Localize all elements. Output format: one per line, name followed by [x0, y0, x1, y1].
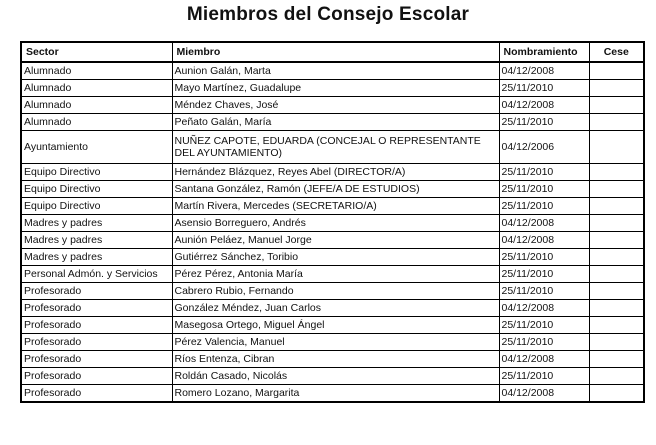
cell-miembro: Mayo Martínez, Guadalupe: [172, 80, 499, 97]
table-header-row: [21, 42, 644, 62]
table-row: [21, 131, 644, 164]
cell-miembro: Asensio Borreguero, Andrés: [172, 215, 499, 232]
column-header-cese: Cese: [589, 42, 644, 62]
cell-sector: Ayuntamiento: [21, 131, 172, 164]
cell-nombramiento: 25/11/2010: [499, 368, 589, 385]
cell-miembro: González Méndez, Juan Carlos: [172, 300, 499, 317]
cell-cese: [589, 97, 644, 114]
cell-nombramiento: 25/11/2010: [499, 164, 589, 181]
cell-cese: [589, 198, 644, 215]
cell-nombramiento: 25/11/2010: [499, 317, 589, 334]
table-row: [21, 334, 644, 351]
cell-miembro: Peñato Galán, María: [172, 114, 499, 131]
cell-sector: Alumnado: [21, 97, 172, 114]
cell-nombramiento: 04/12/2008: [499, 215, 589, 232]
cell-cese: [589, 62, 644, 80]
table-row: [21, 198, 644, 215]
table-row: [21, 249, 644, 266]
cell-cese: [589, 368, 644, 385]
cell-nombramiento: 25/11/2010: [499, 80, 589, 97]
cell-sector: Alumnado: [21, 114, 172, 131]
cell-cese: [589, 80, 644, 97]
cell-nombramiento: 25/11/2010: [499, 334, 589, 351]
table-row: [21, 317, 644, 334]
cell-miembro: Aunión Peláez, Manuel Jorge: [172, 232, 499, 249]
cell-miembro: Pérez Pérez, Antonia María: [172, 266, 499, 283]
cell-nombramiento: 04/12/2008: [499, 62, 589, 80]
cell-cese: [589, 114, 644, 131]
cell-sector: Profesorado: [21, 334, 172, 351]
cell-sector: Profesorado: [21, 368, 172, 385]
cell-sector: Profesorado: [21, 283, 172, 300]
cell-nombramiento: 04/12/2006: [499, 131, 589, 164]
cell-miembro: Aunion Galán, Marta: [172, 62, 499, 80]
cell-cese: [589, 300, 644, 317]
table-row: [21, 368, 644, 385]
table-body: [21, 62, 644, 402]
cell-miembro: Ríos Entenza, Cibran: [172, 351, 499, 368]
cell-nombramiento: 25/11/2010: [499, 181, 589, 198]
cell-cese: [589, 317, 644, 334]
table-row: [21, 62, 644, 80]
members-table: [20, 41, 645, 403]
cell-sector: Equipo Directivo: [21, 181, 172, 198]
cell-sector: Profesorado: [21, 385, 172, 403]
cell-sector: Equipo Directivo: [21, 164, 172, 181]
cell-cese: [589, 215, 644, 232]
table-row: [21, 300, 644, 317]
cell-sector: Alumnado: [21, 80, 172, 97]
table-row: [21, 114, 644, 131]
cell-nombramiento: 25/11/2010: [499, 114, 589, 131]
cell-cese: [589, 164, 644, 181]
table-row: [21, 215, 644, 232]
cell-sector: Personal Admón. y Servicios: [21, 266, 172, 283]
cell-cese: [589, 283, 644, 300]
column-header-sector: Sector: [21, 42, 172, 62]
cell-cese: [589, 232, 644, 249]
cell-miembro: Gutiérrez Sánchez, Toribio: [172, 249, 499, 266]
column-header-miembro: Miembro: [172, 42, 499, 62]
cell-miembro: Romero Lozano, Margarita: [172, 385, 499, 403]
cell-cese: [589, 351, 644, 368]
cell-nombramiento: 04/12/2008: [499, 351, 589, 368]
cell-miembro: Méndez Chaves, José: [172, 97, 499, 114]
table-row: [21, 232, 644, 249]
cell-miembro: Pérez Valencia, Manuel: [172, 334, 499, 351]
table-row: [21, 80, 644, 97]
cell-cese: [589, 249, 644, 266]
cell-miembro: Roldán Casado, Nicolás: [172, 368, 499, 385]
table-row: [21, 385, 644, 403]
table-row: [21, 97, 644, 114]
table-row: [21, 181, 644, 198]
cell-sector: Profesorado: [21, 300, 172, 317]
column-header-nombramiento: Nombramiento: [499, 42, 589, 62]
cell-sector: Madres y padres: [21, 215, 172, 232]
cell-nombramiento: 04/12/2008: [499, 385, 589, 403]
cell-sector: Profesorado: [21, 317, 172, 334]
cell-miembro: Martín Rivera, Mercedes (SECRETARIO/A): [172, 198, 499, 215]
cell-nombramiento: 04/12/2008: [499, 300, 589, 317]
cell-cese: [589, 385, 644, 403]
cell-sector: Equipo Directivo: [21, 198, 172, 215]
cell-miembro: Masegosa Ortego, Miguel Ángel: [172, 317, 499, 334]
table-row: [21, 266, 644, 283]
cell-cese: [589, 266, 644, 283]
cell-nombramiento: 25/11/2010: [499, 249, 589, 266]
table-row: [21, 283, 644, 300]
cell-nombramiento: 04/12/2008: [499, 97, 589, 114]
cell-nombramiento: 25/11/2010: [499, 283, 589, 300]
cell-cese: [589, 334, 644, 351]
cell-nombramiento: 04/12/2008: [499, 232, 589, 249]
table-row: [21, 164, 644, 181]
cell-cese: [589, 181, 644, 198]
cell-sector: Alumnado: [21, 62, 172, 80]
cell-miembro: Santana González, Ramón (JEFE/A DE ESTUDIOS): [172, 181, 499, 198]
cell-cese: [589, 131, 644, 164]
page-title: Miembros del Consejo Escolar: [186, 4, 470, 25]
cell-miembro: NUÑEZ CAPOTE, EDUARDA (CONCEJAL O REPRESENTANTE DEL AYUNTAMIENTO): [172, 131, 499, 164]
cell-nombramiento: 25/11/2010: [499, 198, 589, 215]
cell-nombramiento: 25/11/2010: [499, 266, 589, 283]
cell-sector: Profesorado: [21, 351, 172, 368]
table-row: [21, 351, 644, 368]
cell-miembro: Cabrero Rubio, Fernando: [172, 283, 499, 300]
cell-sector: Madres y padres: [21, 232, 172, 249]
cell-miembro: Hernández Blázquez, Reyes Abel (DIRECTOR/A): [172, 164, 499, 181]
cell-sector: Madres y padres: [21, 249, 172, 266]
